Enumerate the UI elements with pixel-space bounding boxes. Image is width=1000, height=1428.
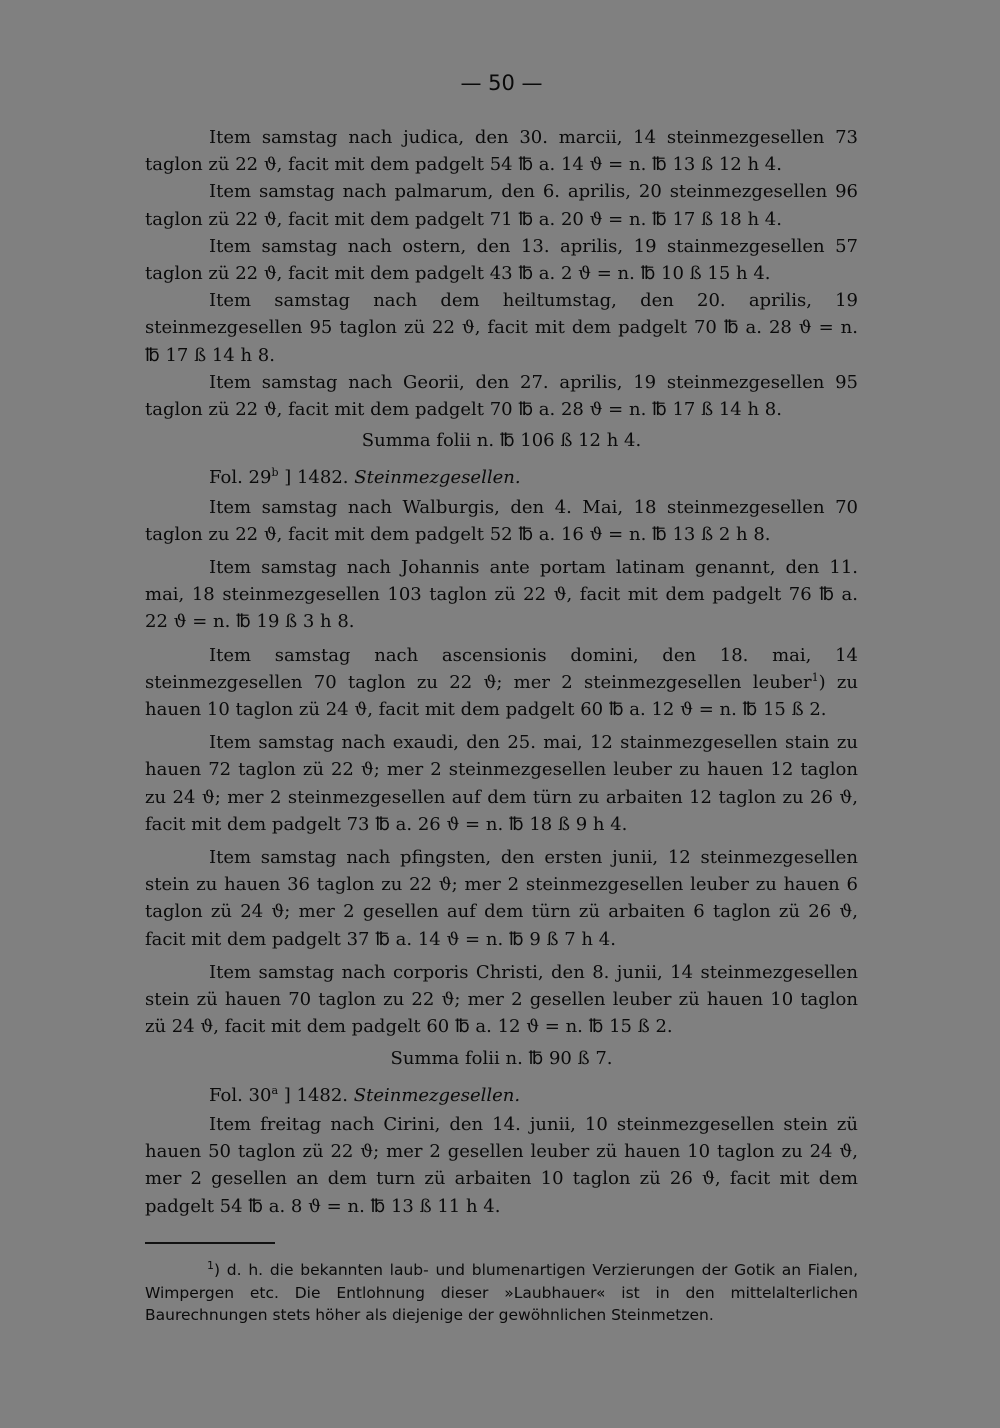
- entry-palmarum: Item samstag nach palmarum, den 6. aprilis, 20 steinmezgesellen 96 taglon zü 22 ϑ, facit mit dem padgelt 71 ℔ a. 20 ϑ = n. ℔ 17 ß 18 h 4.: [145, 181, 858, 230]
- entry-exaudi: Item samstag nach exaudi, den 25. mai, 12 stainmezgesellen stain zu hauen 72 taglon zü 22 ϑ; mer 2 steinmezgesellen leuber zu hauen 12 taglon zu 24 ϑ; mer 2 steinmezgesellen auf dem türn zu arbaiten 12 taglon zu 26 ϑ, facit mit dem padgelt 73 ℔ a. 26 ϑ = n. ℔ 18 ß 9 h 4.: [145, 732, 858, 835]
- entry-heiltumstag: Item samstag nach dem heiltumstag, den 20. aprilis, 19 steinmezgesellen 95 taglon zü 22 ϑ, facit mit dem padgelt 70 ℔ a. 28 ϑ = n. ℔ 17 ß 14 h 8.: [145, 290, 858, 366]
- entry-ascensionis-text: Item samstag nach ascensionis domini, den 18. mai, 14 steinmezgesellen 70 taglon zu 22 ϑ; mer 2 steinmezgesellen leuber: [145, 644, 858, 693]
- footnote-text: ) d. h. die bekannten laub- und blumenartigen Verzierungen der Gotik an Fialen, Wimpergen etc. Die Entlohnung dieser »Laubhauer« ist in den mittelalterlichen Baurechnungen stets höher als diejenige der gewöhnlichen Steinmetzen.: [145, 1261, 858, 1325]
- summa-folii-2: Summa folii n. ℔ 90 ß 7.: [390, 1047, 613, 1069]
- entry-johannis: Item samstag nach Johannis ante portam latinam genannt, den 11. mai, 18 steinmezgesellen 103 taglon zü 22 ϑ, facit mit dem padgelt 76 ℔ a. 22 ϑ = n. ℔ 19 ß 3 h 8.: [145, 557, 858, 633]
- entry-corporis-christi: Item samstag nach corporis Christi, den 8. junii, 14 steinmezgesellen stein zü hauen 70 taglon zu 22 ϑ; mer 2 gesellen leuber zü hauen 10 taglon zü 24 ϑ, facit mit dem padgelt 60 ℔ a. 12 ϑ = n. ℔ 15 ß 2.: [145, 961, 858, 1038]
- entry-ostern: Item samstag nach ostern, den 13. aprilis, 19 stainmezgesellen 57 taglon zü 22 ϑ, facit mit dem padgelt 43 ℔ a. 2 ϑ = n. ℔ 10 ß 15 h 4.: [145, 235, 858, 285]
- entry-judica: Item samstag nach judica, den 30. marcii, 14 steinmezgesellen 73 taglon zü 22 ϑ, facit mit dem padgelt 54 ℔ a. 14 ϑ = n. ℔ 13 ß 12 h 4.: [145, 127, 858, 176]
- entry-pfingsten: Item samstag nach pfingsten, den ersten junii, 12 steinmezgesellen stein zu hauen 36 taglon zu 22 ϑ; mer 2 steinmezgesellen leuber zu hauen 6 taglon zü 24 ϑ; mer 2 gesellen auf dem türn zü arbaiten 6 taglon zü 26 ϑ, facit mit dem padgelt 37 ℔ a. 14 ϑ = n. ℔ 9 ß 7 h 4.: [145, 847, 858, 950]
- folio-year: ] 1482.: [283, 1084, 349, 1106]
- entry-cirini: Item freitag nach Cirini, den 14. junii, 10 steinmezgesellen stein zü hauen 50 taglon zü 22 ϑ; mer 2 gesellen leuber zü hauen 10 taglon zu 24 ϑ, mer 2 gesellen an dem turn zü arbaiten 10 taglon zü 26 ϑ, facit mit dem padgelt 54 ℔ a. 8 ϑ = n. ℔ 13 ß 11 h 4.: [145, 1113, 858, 1217]
- page-number: — 50 —: [460, 71, 543, 95]
- entry-walburgis: Item samstag nach Walburgis, den 4. Mai, 18 steinmezgesellen 70 taglon zu 22 ϑ, facit mit dem padgelt 52 ℔ a. 16 ϑ = n. ℔ 13 ß 2 h 8.: [145, 496, 858, 545]
- document-page: [145, 60, 858, 1342]
- footnote-divider: [145, 1242, 275, 1244]
- summa-folii-1: Summa folii n. ℔ 106 ß 12 h 4.: [361, 430, 642, 452]
- footnote-marker: 1: [207, 1259, 214, 1273]
- footnote-ref: 1: [811, 670, 819, 684]
- folio-sup: b: [271, 466, 279, 480]
- footnote: [145, 1259, 858, 1327]
- folio-heading-30a: [145, 1082, 858, 1109]
- entry-georii: Item samstag nach Georii, den 27. aprilis, 19 steinmezgesellen 95 taglon zü 22 ϑ, facit mit dem padgelt 70 ℔ a. 28 ϑ = n. ℔ 17 ß 14 h 8.: [145, 371, 858, 421]
- entry-ascensionis: Item samstag nach ascensionis domini, den 18. mai, 14 steinmezgesellen 70 taglon zu 22 ϑ; mer 2 steinmezgesellen leuber$^1$) zu hauen 10 taglon zü 24 ϑ, facit mit dem padgelt 60 ℔ a. 12 ϑ = n. ℔ 15 ß 2.: [145, 644, 858, 721]
- section-heading: Steinmezgesellen.: [354, 467, 521, 489]
- folio-label: Fol. 29: [209, 467, 272, 489]
- section-heading: Steinmezgesellen.: [353, 1084, 521, 1106]
- folio-sup: a: [271, 1083, 279, 1097]
- entry-ascensionis-tail: zu hauen 10 taglon zü 24 ϑ, facit mit dem padgelt 60 ℔ a. 12 ϑ = n. ℔ 15 ß 2.: [145, 671, 858, 721]
- folio-year: ] 1482.: [284, 467, 349, 489]
- folio-heading-29b: [145, 464, 858, 491]
- folio-label: Fol. 30: [209, 1084, 272, 1106]
